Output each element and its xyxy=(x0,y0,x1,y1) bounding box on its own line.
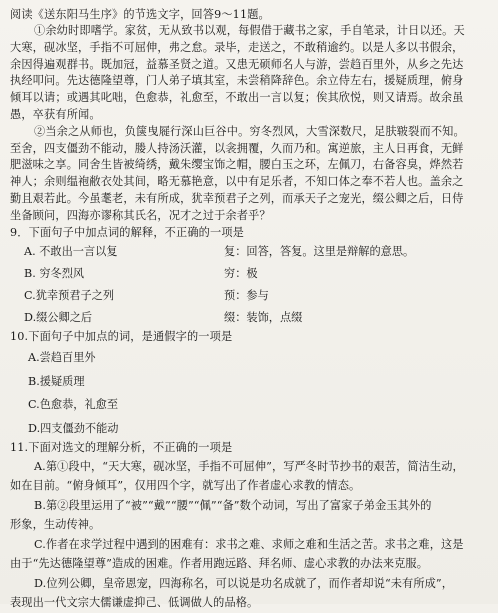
passage-line: 执经叩问。先达德隆望尊，门人弟子填其室，未尝稍降辞色。余立侍左右，援疑质理，俯身 xyxy=(10,74,464,88)
passage-line: 肥滋味之享。同舍生皆被绮绣，戴朱缨宝饰之帽，腰白玉之环，左佩刀，右备容臭，烨然若 xyxy=(10,158,464,172)
q10-option-a[interactable]: A.尝趋百里外 xyxy=(28,351,96,365)
option-text: D.缀公卿之后 xyxy=(24,311,93,325)
question-stem: 9．下面句子中加点词的解释，不正确的一项是 xyxy=(10,225,245,239)
question-10 xyxy=(10,329,488,440)
q11-option-d-cont: 表现出一代文宗大儒谦虚抑己、低调做人的品格。 xyxy=(10,596,259,610)
passage-line: 神人；余则缊袍敝衣处其间，略无慕艳意，以中有足乐者，不知口体之奉不若人也。盖余之 xyxy=(10,175,464,189)
q11-option-b-cont: 形象，生动传神。 xyxy=(10,518,101,532)
option-text: C.犹幸预君子之列 xyxy=(24,289,115,303)
passage-line: 余因得遍观群书。既加冠，益慕圣贤之道。又患无硕师名人与游，尝趋百里外，从乡之先达 xyxy=(10,57,464,71)
q11-option-a-cont: 如在目前。“俯身倾耳”，仅用四个字，就写出了作者虚心求教的情态。 xyxy=(10,479,361,493)
q11-option-a[interactable]: A.第①段中，“天大寒，砚冰坚，手指不可屈伸”，写严冬时节抄书的艰苦，简洁生动， xyxy=(34,459,464,473)
q10-option-b[interactable]: B.援疑质理 xyxy=(28,374,85,388)
passage-line: 大寒，砚冰坚，手指不可屈伸，弗之怠。录毕，走送之，不敢稍逾约。以是人多以书假余， xyxy=(10,40,464,54)
question-11 xyxy=(10,440,488,613)
reading-instruction: 阅读《送东阳马生序》的节选文字，回答9～11题。 xyxy=(10,8,270,21)
option-text: A. 不敢出一言以复 xyxy=(24,245,118,259)
passage-line: 愚，卒获有所闻。 xyxy=(10,107,101,121)
q9-option-b[interactable] xyxy=(10,263,488,285)
question-stem: 10.下面句子中加点的词，是通假字的一项是 xyxy=(10,330,233,344)
option-explanation: 缀：装饰，点缀 xyxy=(224,311,303,325)
option-text: B. 穷冬烈风 xyxy=(24,267,85,281)
passage-line: 至舍，四支僵劲不能动，媵人持汤沃灌，以衾拥覆，久而乃和。寓逆旅，主人日再食，无鲜 xyxy=(10,141,464,155)
q9-option-a[interactable] xyxy=(10,241,488,263)
q11-option-b[interactable]: B.第②段里运用了“被”“戴”“腰”“佩”“备”数个动词，写出了富家子弟金玉其外的 xyxy=(34,498,432,512)
option-explanation: 穷：极 xyxy=(224,267,258,281)
q11-option-c-cont: 由于“先达德隆望尊”造成的困难。作者用跑远路、拜名师、虚心求教的办法来克服。 xyxy=(10,557,428,571)
q11-option-c[interactable]: C.作者在求学过程中遇到的困难有：求书之难、求师之难和生活之苦。求书之难，这是 xyxy=(34,537,464,551)
option-explanation: 预：参与 xyxy=(224,289,269,303)
question-stem: 11.下面对选文的理解分析，不正确的一项是 xyxy=(10,441,233,455)
option-explanation: 复：回答，答复。这里是辩解的意思。 xyxy=(224,245,415,259)
passage-line: 坐备顾问，四海亦谬称其氏名，况才之过于余者乎？ xyxy=(10,208,271,222)
question-9 xyxy=(10,225,488,330)
q9-option-c[interactable] xyxy=(10,285,488,307)
passage-line: 倾耳以请；或遇其叱咄，色愈恭，礼愈至，不敢出一言以复；俟其欣悦，则又请焉。故余虽 xyxy=(10,91,464,105)
q9-option-d[interactable] xyxy=(10,307,488,329)
q10-option-c[interactable]: C.色愈恭，礼愈至 xyxy=(28,398,119,412)
q10-option-d[interactable]: D.四支僵劲不能动 xyxy=(28,421,119,435)
passage-line: ②当余之从师也，负箧曳屣行深山巨谷中。穷冬烈风，大雪深数尺，足肤皲裂而不知。 xyxy=(34,124,465,138)
passage-line: 勤且艰若此。今虽耄老，未有所成，犹幸预君子之列，而承天子之宠光，缀公卿之后，日侍 xyxy=(10,191,464,205)
passage xyxy=(10,23,488,225)
q11-option-d[interactable]: D.位列公卿，皇帝恩宠，四海称名，可以说是功名成就了，而作者却说“未有所成”， xyxy=(34,576,454,590)
passage-line: ①余幼时即嗜学。家贫，无从致书以观，每假借于藏书之家，手自笔录，计日以还。天 xyxy=(34,24,465,37)
